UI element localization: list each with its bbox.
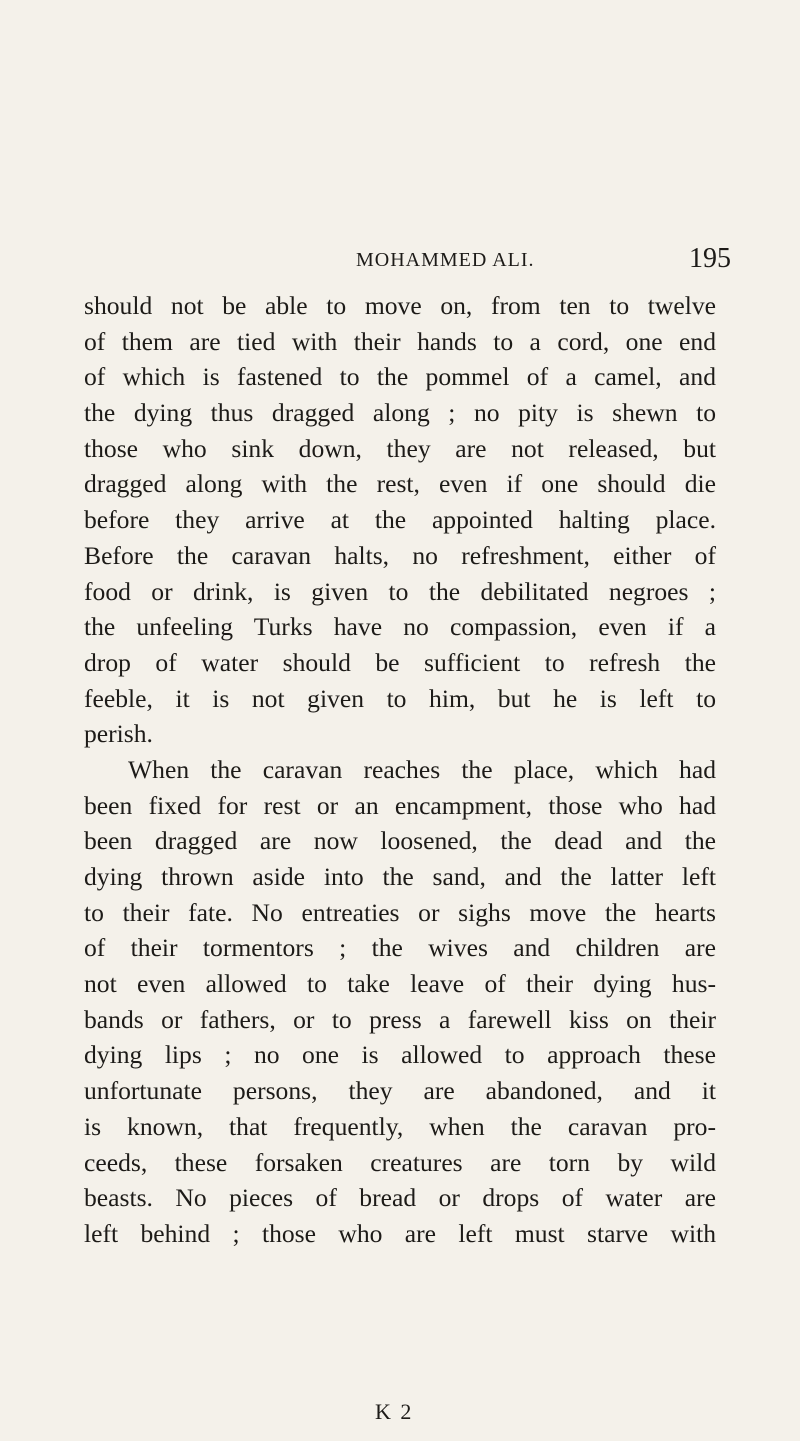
text-line: the unfeeling Turks have no compassion, even if a — [84, 612, 716, 642]
text-line: of them are tied with their hands to a cord, one end — [84, 326, 716, 356]
text-line: beasts. No pieces of bread or drops of water are — [84, 1183, 716, 1213]
paragraph-start-line: When the caravan reaches the place, which had — [128, 754, 716, 784]
text-line: been fixed for rest or an encampment, those who had — [84, 790, 716, 820]
text-line: left behind ; those who are left must starve with — [84, 1218, 716, 1248]
page-number: 195 — [689, 243, 731, 274]
text-line: Before the caravan halts, no refreshment, either of — [84, 540, 716, 570]
text-line: feeble, it is not given to him, but he is left to — [84, 683, 716, 713]
text-line: to their fate. No entreaties or sighs move the hearts — [84, 897, 716, 927]
text-line: the dying thus dragged along ; no pity is shewn to — [84, 398, 716, 428]
text-line: food or drink, is given to the debilitated negroes ; — [84, 576, 716, 606]
running-header — [0, 243, 800, 279]
text-line: before they arrive at the appointed halting place. — [84, 505, 716, 535]
text-line: of their tormentors ; the wives and children are — [84, 933, 716, 963]
body-text — [84, 288, 716, 1252]
text-line: dying thrown aside into the sand, and the latter left — [84, 862, 716, 891]
text-line: been dragged are now loosened, the dead and the — [84, 826, 716, 856]
text-line: unfortunate persons, they are abandoned, and it — [84, 1076, 716, 1106]
text-line: dragged along with the rest, even if one should die — [84, 469, 716, 499]
text-line: of which is fastened to the pommel of a camel, and — [84, 362, 716, 392]
text-line: is known, that frequently, when the caravan pro- — [84, 1111, 716, 1141]
text-line: bands or fathers, or to press a farewell kiss on their — [84, 1004, 716, 1034]
signature-text: K 2 — [375, 1399, 414, 1424]
text-line: dying lips ; no one is allowed to approach these — [84, 1040, 716, 1070]
text-line: drop of water should be sufficient to refresh the — [84, 647, 716, 677]
running-title: MOHAMMED ALI. — [356, 249, 535, 271]
text-line: those who sink down, they are not released, but — [84, 433, 716, 463]
text-line: should not be able to move on, from ten to twelve — [84, 291, 716, 320]
paragraph-end-line: perish. — [84, 719, 153, 749]
text-line: ceeds, these forsaken creatures are torn by wild — [84, 1147, 716, 1177]
text-line: not even allowed to take leave of their dying hus- — [84, 969, 716, 999]
